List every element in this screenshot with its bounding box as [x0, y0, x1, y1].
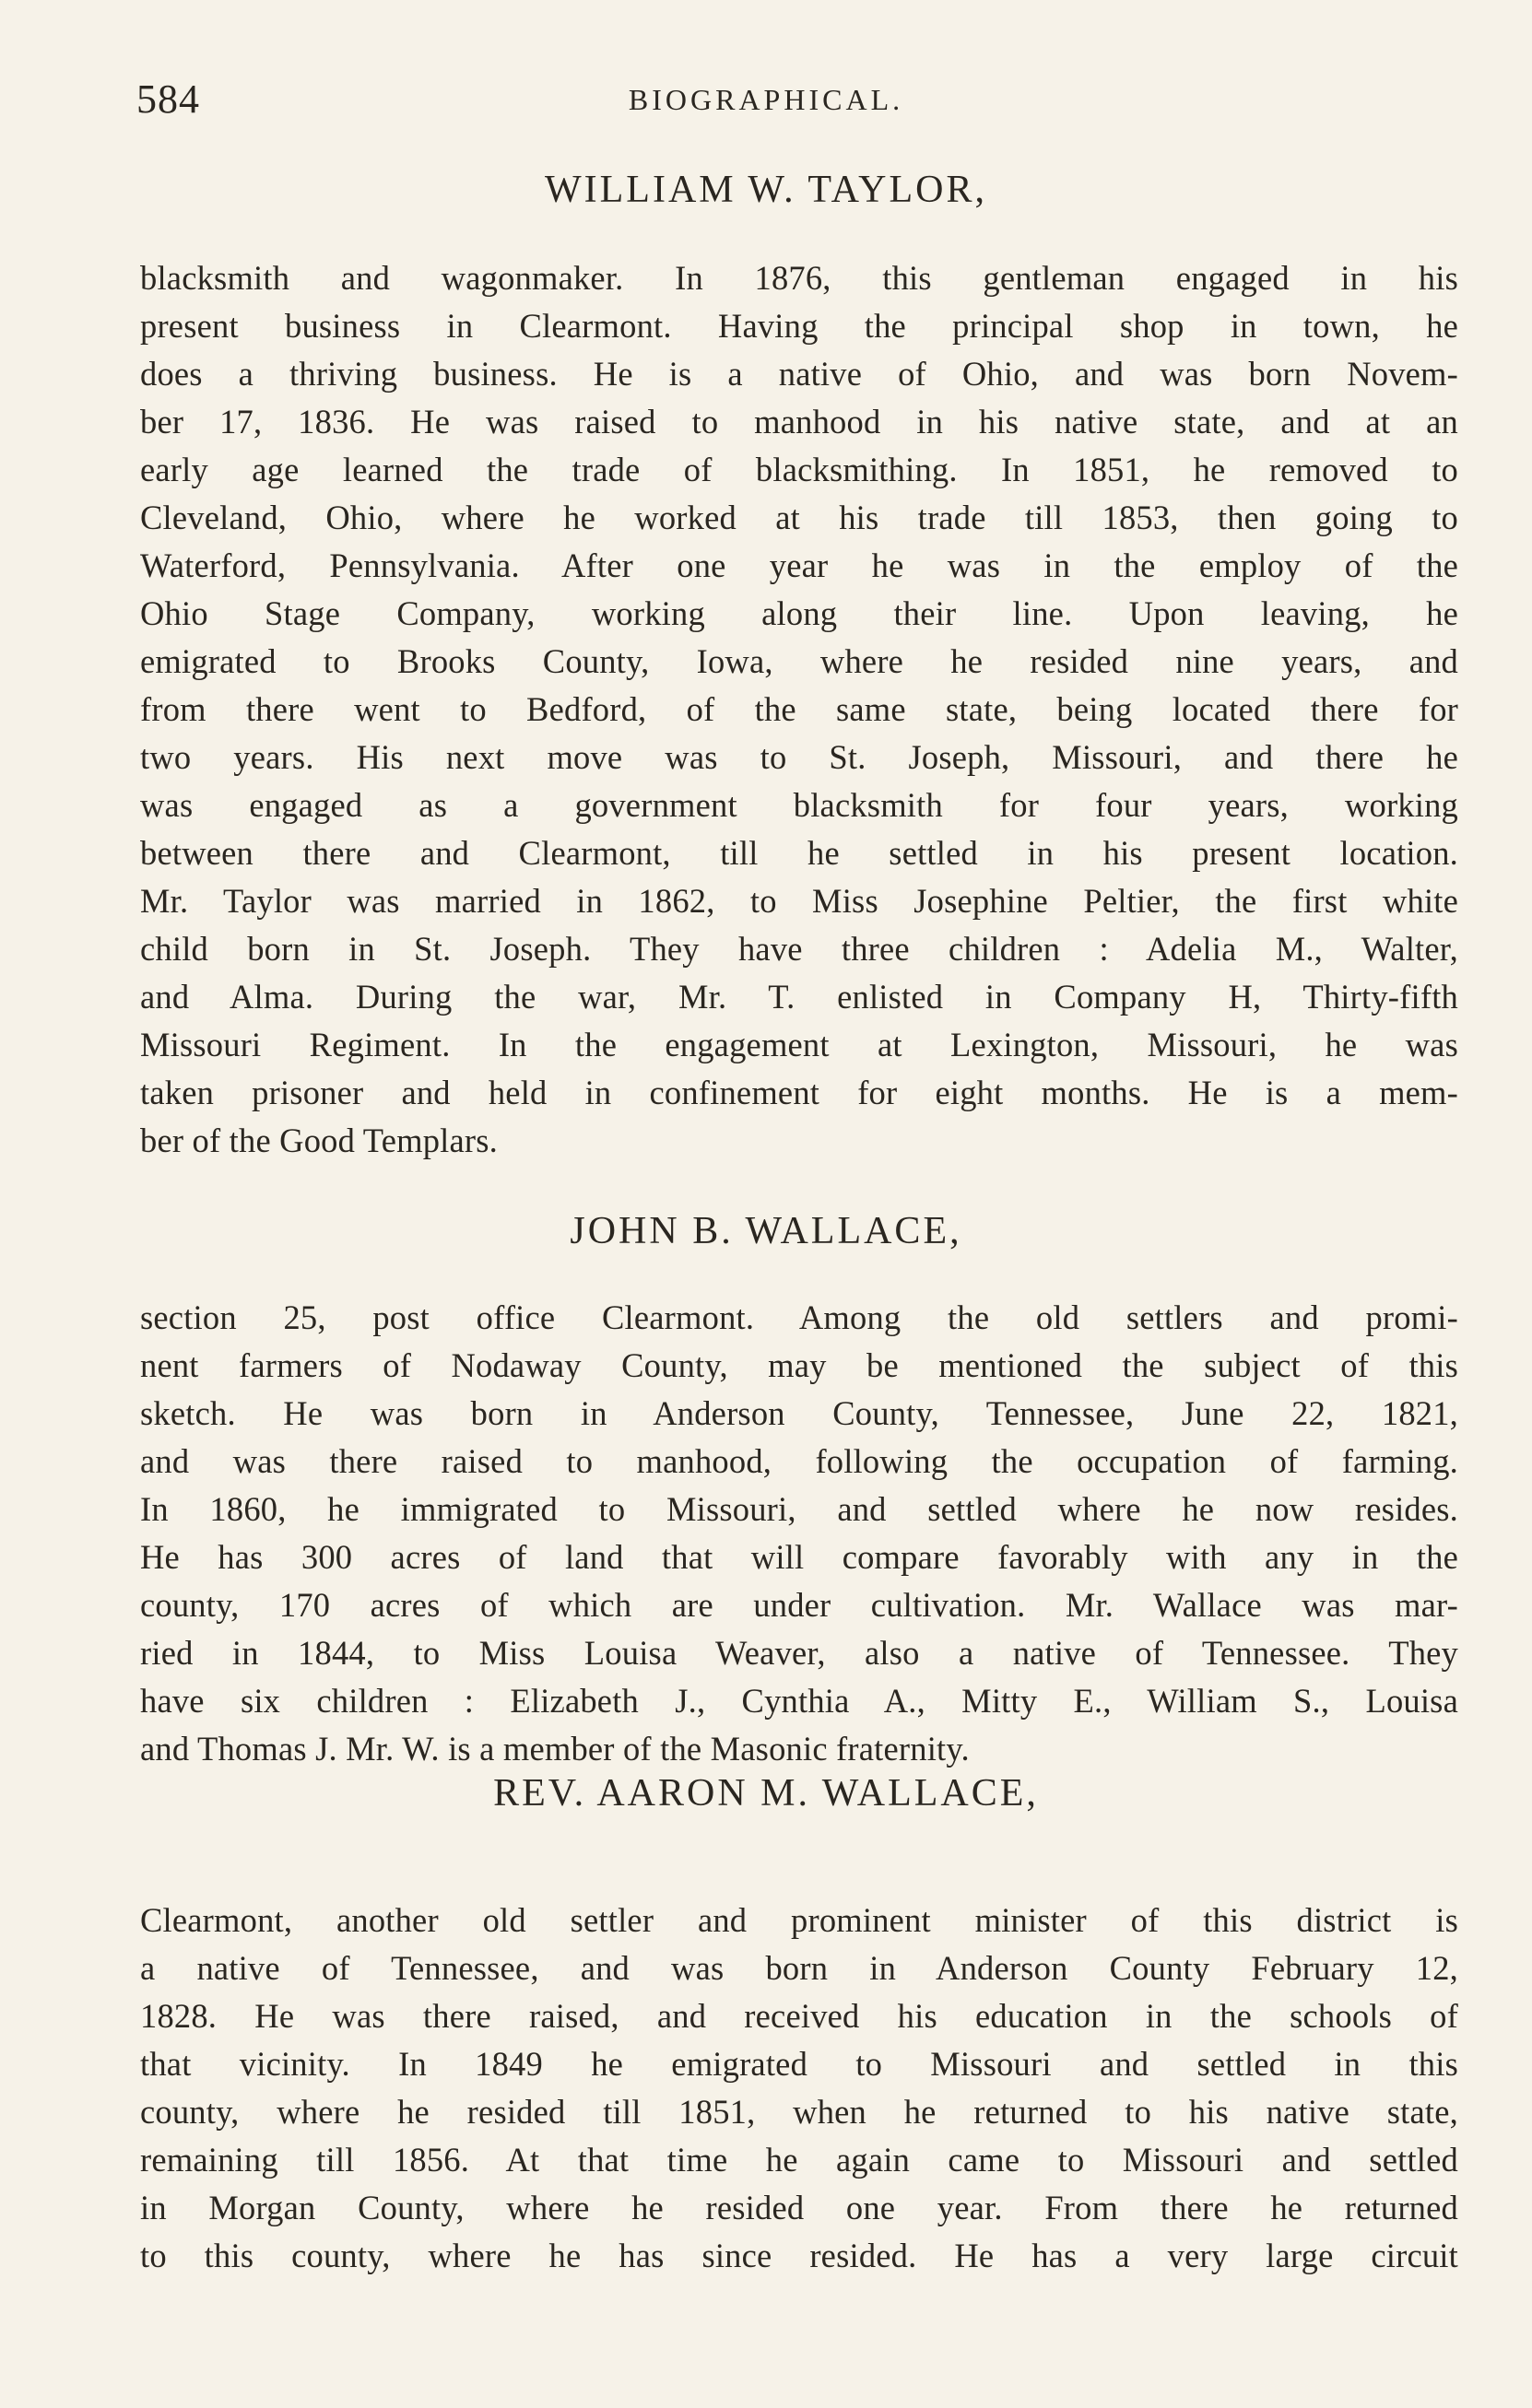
text-line: emigrated to Brooks County, Iowa, where he resided nine years, and [140, 642, 1458, 680]
text-line: and was there raised to manhood, following the occupation of farming. [140, 1442, 1458, 1480]
text-line: and Alma. During the war, Mr. T. enlisted in Company H, Thirty-fifth [140, 978, 1458, 1016]
text-line: was engaged as a government blacksmith for four years, working [140, 786, 1458, 824]
text-line: child born in St. Joseph. They have three children : Adelia M., Walter, [140, 930, 1458, 968]
text-line: Mr. Taylor was married in 1862, to Miss Josephine Peltier, the first white [140, 882, 1458, 920]
page-number: 584 [136, 76, 200, 122]
text-line: have six children : Elizabeth J., Cynthia A., Mitty E., William S., Louisa [140, 1682, 1458, 1720]
text-line: a native of Tennessee, and was born in Anderson County February 12, [140, 1949, 1458, 1987]
text-line: between there and Clearmont, till he settled in his present location. [140, 834, 1458, 872]
text-line: ber of the Good Templars. [140, 1122, 498, 1159]
text-line: section 25, post office Clearmont. Among the old settlers and promi- [140, 1298, 1458, 1336]
running-head: BIOGRAPHICAL. [628, 83, 904, 116]
text-line: He has 300 acres of land that will compare favorably with any in the [140, 1538, 1458, 1576]
text-line: Cleveland, Ohio, where he worked at his trade till 1853, then going to [140, 499, 1458, 536]
text-line: county, where he resided till 1851, when he returned to his native state, [140, 2093, 1458, 2131]
entry-body-john-b-wallace [140, 1294, 1458, 1773]
text-line: and Thomas J. Mr. W. is a member of the Masonic fraternity. [140, 1730, 970, 1768]
entry-body-rev-aaron-m-wallace [140, 1897, 1458, 2280]
text-line: Ohio Stage Company, working along their line. Upon leaving, he [140, 594, 1458, 632]
text-line: present business in Clearmont. Having the principal shop in town, he [140, 307, 1458, 345]
text-line: Missouri Regiment. In the engagement at Lexington, Missouri, he was [140, 1026, 1458, 1063]
entry-heading-rev-aaron-m-wallace: REV. AARON M. WALLACE, [493, 1772, 1039, 1815]
text-line: Clearmont, another old settler and prominent minister of this district is [140, 1901, 1458, 1939]
text-line: sketch. He was born in Anderson County, Tennessee, June 22, 1821, [140, 1394, 1458, 1432]
text-line: that vicinity. In 1849 he emigrated to Missouri and settled in this [140, 2045, 1458, 2083]
text-line: ried in 1844, to Miss Louisa Weaver, also a native of Tennessee. They [140, 1634, 1458, 1672]
text-line: early age learned the trade of blacksmithing. In 1851, he removed to [140, 451, 1458, 488]
text-line: blacksmith and wagonmaker. In 1876, this gentleman engaged in his [140, 259, 1458, 297]
entry-heading-john-b-wallace: JOHN B. WALLACE, [570, 1210, 962, 1252]
text-line: two years. His next move was to St. Joseph, Missouri, and there he [140, 738, 1458, 776]
text-line: remaining till 1856. At that time he again came to Missouri and settled [140, 2141, 1458, 2179]
entry-body-william-w-taylor [140, 254, 1458, 1165]
text-line: 1828. He was there raised, and received his education in the schools of [140, 1997, 1458, 2035]
text-line: nent farmers of Nodaway County, may be mentioned the subject of this [140, 1346, 1458, 1384]
text-line: Waterford, Pennsylvania. After one year he was in the employ of the [140, 546, 1458, 584]
entry-heading-william-w-taylor: WILLIAM W. TAYLOR, [545, 169, 987, 211]
text-line: to this county, where he has since resided. He has a very large circuit [140, 2237, 1458, 2274]
text-line: from there went to Bedford, of the same state, being located there for [140, 690, 1458, 728]
text-line: county, 170 acres of which are under cultivation. Mr. Wallace was mar- [140, 1586, 1458, 1624]
text-line: ber 17, 1836. He was raised to manhood in his native state, and at an [140, 403, 1458, 440]
text-line: in Morgan County, where he resided one year. From there he returned [140, 2189, 1458, 2226]
text-line: taken prisoner and held in confinement for eight months. He is a mem- [140, 1074, 1458, 1111]
text-line: In 1860, he immigrated to Missouri, and settled where he now resides. [140, 1490, 1458, 1528]
text-line: does a thriving business. He is a native of Ohio, and was born Novem- [140, 355, 1458, 393]
